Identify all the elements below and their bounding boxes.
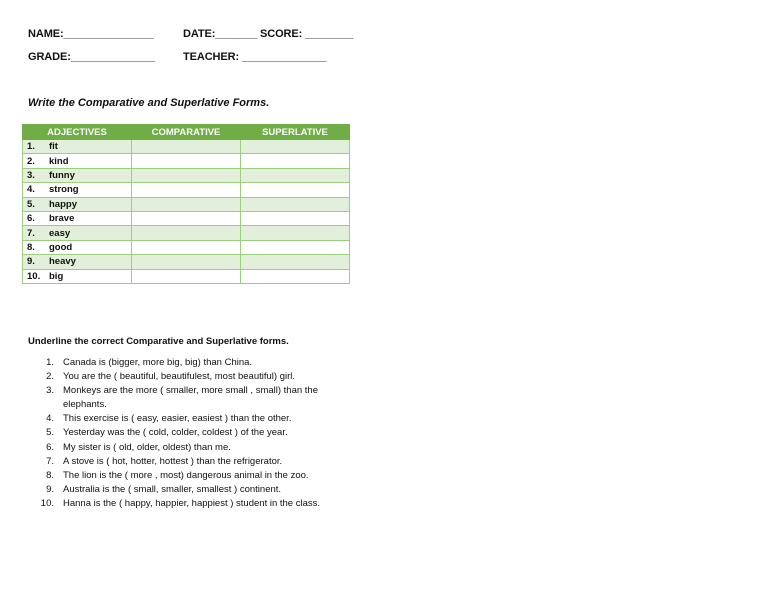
comparative-answer-cell[interactable] xyxy=(132,197,241,211)
comparative-answer-cell[interactable] xyxy=(132,140,241,154)
comparative-answer-cell[interactable] xyxy=(132,154,241,168)
sentence-number: 6. xyxy=(46,441,54,453)
adjective-word: brave xyxy=(49,213,75,225)
section-title-forms: Write the Comparative and Superlative Forms. xyxy=(28,97,270,109)
comparative-answer-cell[interactable] xyxy=(132,226,241,240)
column-header-superlative: SUPERLATIVE xyxy=(241,125,350,140)
list-item xyxy=(28,370,348,384)
adjective-cell xyxy=(23,154,132,168)
comparative-answer-cell[interactable] xyxy=(132,240,241,254)
superlative-answer-cell[interactable] xyxy=(241,154,350,168)
adjective-word: fit xyxy=(49,141,58,153)
adjective-cell xyxy=(23,211,132,225)
row-number: 4. xyxy=(27,184,35,196)
sentence-number: 8. xyxy=(46,469,54,481)
sentence-text: Hanna is the ( happy, happier, happiest ) student in the class. xyxy=(63,497,321,509)
table-row xyxy=(23,226,350,240)
adjective-cell xyxy=(23,255,132,269)
list-item xyxy=(28,356,348,370)
row-number: 6. xyxy=(27,213,35,225)
row-number: 9. xyxy=(27,256,35,268)
sentence-text: Canada is (bigger, more big, big) than China. xyxy=(63,357,253,368)
adjective-cell xyxy=(23,240,132,254)
date-field: DATE:_______ xyxy=(183,28,258,40)
sentence-number: 1. xyxy=(46,357,54,368)
row-number: 3. xyxy=(27,169,35,181)
adjective-word: good xyxy=(49,241,73,253)
sentence-number: 3. xyxy=(46,385,54,397)
superlative-answer-cell[interactable] xyxy=(241,197,350,211)
superlative-answer-cell[interactable] xyxy=(241,140,350,154)
column-header-comparative: COMPARATIVE xyxy=(132,125,241,140)
table-row xyxy=(23,154,350,168)
sentence-text: This exercise is ( easy, easier, easiest ) than the other. xyxy=(63,413,292,425)
superlative-answer-cell[interactable] xyxy=(241,226,350,240)
sentence-number: 2. xyxy=(46,371,54,383)
sentence-number: 10. xyxy=(40,497,54,509)
sentence-text: The lion is the ( more , most) dangerous animal in the zoo. xyxy=(63,469,309,481)
sentence-text: Australia is the ( small, smaller, smallest ) continent. xyxy=(63,483,282,495)
sentence-number: 5. xyxy=(46,427,54,439)
adjective-word: kind xyxy=(49,155,69,167)
adjective-cell xyxy=(23,183,132,197)
adjective-cell xyxy=(23,226,132,240)
adjective-cell xyxy=(23,168,132,182)
list-item xyxy=(28,469,348,483)
sentence-number: 4. xyxy=(46,413,54,425)
adjective-cell xyxy=(23,140,132,154)
sentence-text: Monkeys are the more ( smaller, more small , small) than the elephants. xyxy=(63,385,319,411)
adjective-cell xyxy=(23,269,132,283)
superlative-answer-cell[interactable] xyxy=(241,269,350,283)
table-row xyxy=(23,168,350,182)
superlative-answer-cell[interactable] xyxy=(241,240,350,254)
list-item xyxy=(28,384,348,412)
adjective-word: heavy xyxy=(49,256,76,268)
adjective-word: big xyxy=(49,270,64,282)
table-row xyxy=(23,269,350,283)
adjectives-table xyxy=(22,124,350,284)
list-item xyxy=(28,497,348,511)
table-body xyxy=(23,140,350,284)
adjective-word: funny xyxy=(49,169,75,181)
section-title-underline: Underline the correct Comparative and Superlative forms. xyxy=(28,336,289,347)
score-field: SCORE: ________ xyxy=(260,28,354,40)
row-number: 2. xyxy=(27,155,35,167)
adjective-word: happy xyxy=(49,198,77,210)
comparative-answer-cell[interactable] xyxy=(132,211,241,225)
comparative-answer-cell[interactable] xyxy=(132,168,241,182)
row-number: 8. xyxy=(27,241,35,253)
sentence-text: You are the ( beautiful, beautifulest, most beautiful) girl. xyxy=(63,371,296,383)
superlative-answer-cell[interactable] xyxy=(241,168,350,182)
list-item xyxy=(28,426,348,440)
list-item xyxy=(28,455,348,469)
superlative-answer-cell[interactable] xyxy=(241,255,350,269)
comparative-answer-cell[interactable] xyxy=(132,269,241,283)
table-row xyxy=(23,140,350,154)
grade-field: GRADE:______________ xyxy=(28,51,156,63)
sentence-text: My sister is ( old, older, oldest) than me. xyxy=(63,441,231,453)
sentence-number: 7. xyxy=(46,455,54,467)
table-row xyxy=(23,255,350,269)
list-item xyxy=(28,412,348,426)
name-field: NAME:_______________ xyxy=(28,28,154,40)
list-item xyxy=(28,483,348,497)
sentence-number: 9. xyxy=(46,483,54,495)
comparative-answer-cell[interactable] xyxy=(132,255,241,269)
row-number: 1. xyxy=(27,141,35,153)
teacher-field: TEACHER: ______________ xyxy=(183,51,327,63)
row-number: 5. xyxy=(27,198,35,210)
table-row xyxy=(23,183,350,197)
sentence-text: Yesterday was the ( cold, colder, coldest ) of the year. xyxy=(63,427,288,439)
list-item xyxy=(28,441,348,455)
adjective-word: strong xyxy=(49,184,79,196)
sentence-list xyxy=(28,356,348,511)
adjective-word: easy xyxy=(49,227,71,239)
superlative-answer-cell[interactable] xyxy=(241,183,350,197)
comparative-answer-cell[interactable] xyxy=(132,183,241,197)
sentence-text: A stove is ( hot, hotter, hottest ) than the refrigerator. xyxy=(63,455,283,467)
column-header-adjectives: ADJECTIVES xyxy=(23,125,132,140)
table-header-row xyxy=(23,125,350,140)
row-number: 10. xyxy=(27,270,41,282)
table-row xyxy=(23,240,350,254)
table-row xyxy=(23,197,350,211)
table-row xyxy=(23,211,350,225)
superlative-answer-cell[interactable] xyxy=(241,211,350,225)
adjective-cell xyxy=(23,197,132,211)
row-number: 7. xyxy=(27,227,35,239)
